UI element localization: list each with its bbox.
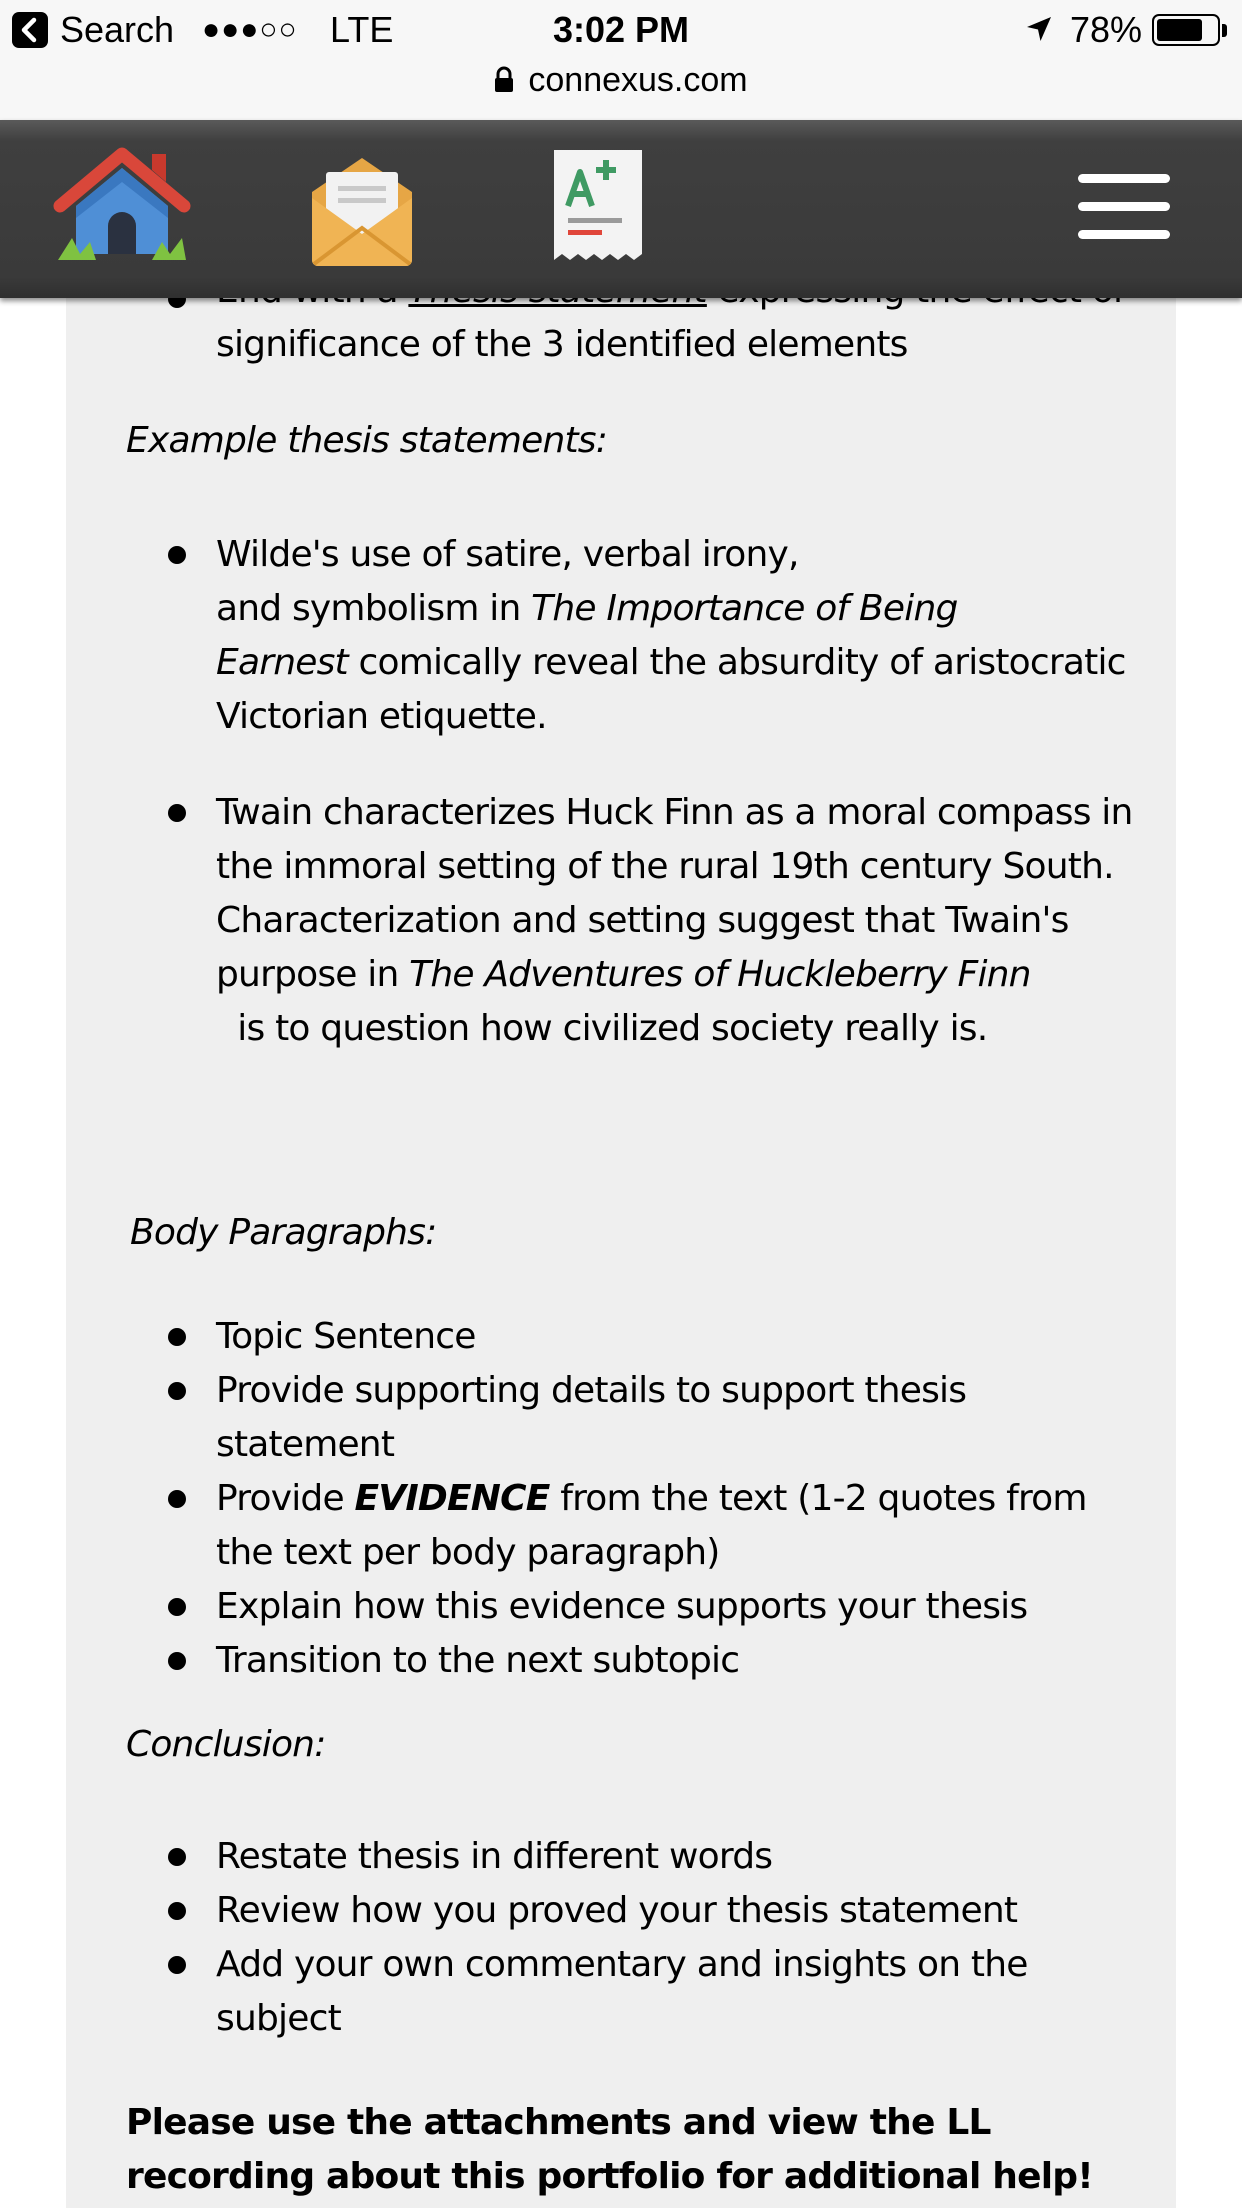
item-text: from the text (1-2 quotes from the text per body paragraph) xyxy=(216,1478,1087,1573)
example-text: comically reveal the absurdity of aristocratic Victorian etiquette. xyxy=(216,642,1126,737)
list-item xyxy=(216,1830,1148,1884)
evidence-emphasis: EVIDENCE xyxy=(354,1478,550,1519)
list-item xyxy=(216,786,1148,1056)
location-arrow-icon xyxy=(1024,14,1054,49)
body-heading: Body Paragraphs: xyxy=(130,1212,437,1253)
battery-level-fill xyxy=(1157,19,1202,41)
list-item xyxy=(216,1884,1148,1938)
battery-percent: 78% xyxy=(1070,9,1143,50)
example-text: Wilde's use of satire, verbal irony, xyxy=(216,534,799,575)
conclusion-heading: Conclusion: xyxy=(126,1724,326,1765)
example-text: is to question how civilized society really is. xyxy=(216,1008,988,1049)
examples-list xyxy=(216,528,1148,1098)
item-text: Review how you proved your thesis statement xyxy=(216,1890,1018,1931)
body-paragraphs-list xyxy=(216,1310,1148,1688)
item-text: Explain how this evidence supports your thesis xyxy=(216,1586,1028,1627)
battery-icon xyxy=(1152,14,1220,46)
conclusion-list xyxy=(216,1830,1148,2046)
book-title: The Adventures of Huckleberry Finn xyxy=(409,954,1031,995)
hamburger-menu-icon[interactable] xyxy=(1076,142,1172,272)
url-bar[interactable] xyxy=(0,56,1242,106)
item-text: Add your own commentary and insights on the subject xyxy=(216,1944,1028,2039)
item-text: Provide xyxy=(216,1478,355,1519)
clock: 3:02 PM xyxy=(552,9,690,50)
grades-icon[interactable] xyxy=(550,142,646,272)
network-type: LTE xyxy=(330,9,394,50)
intro-continuation: significance of the 3 identified elements xyxy=(216,324,908,365)
list-item xyxy=(216,1472,1148,1580)
home-icon[interactable] xyxy=(52,142,192,272)
signal-strength: ●●●○○ xyxy=(202,13,298,46)
example-heading: Example thesis statements: xyxy=(126,420,608,461)
item-text: Restate thesis in different words xyxy=(216,1836,773,1877)
list-item xyxy=(216,1580,1148,1634)
url-text: connexus.com xyxy=(528,61,748,99)
back-to-search-link[interactable]: Search xyxy=(60,9,175,50)
list-item xyxy=(216,1938,1148,2046)
lock-icon xyxy=(494,58,514,106)
additional-help-note: Please use the attachments and view the LL recording about this portfolio for additional help! xyxy=(126,2102,1093,2197)
status-bar xyxy=(0,0,1242,120)
list-item xyxy=(216,528,1148,744)
example-text: Twain characterizes Huck Finn as a moral compass in the immoral setting of the rural 19th century South. Characterization and setting suggest that Twain's purpose in xyxy=(216,792,1133,995)
item-text: Transition to the next subtopic xyxy=(216,1640,740,1681)
mail-icon[interactable] xyxy=(306,142,418,272)
list-item xyxy=(216,1634,1148,1688)
book-title: Earnest xyxy=(216,642,348,683)
portfolio-instructions xyxy=(66,298,1176,2208)
example-text: and symbolism in xyxy=(216,588,532,629)
item-text: Topic Sentence xyxy=(216,1316,476,1357)
battery-tip xyxy=(1222,24,1227,37)
item-text: Provide supporting details to support thesis statement xyxy=(216,1370,967,1465)
list-item xyxy=(216,1310,1148,1364)
book-title: The Importance of Being xyxy=(531,588,958,629)
list-item xyxy=(216,1364,1148,1472)
app-nav-bar xyxy=(0,120,1242,298)
